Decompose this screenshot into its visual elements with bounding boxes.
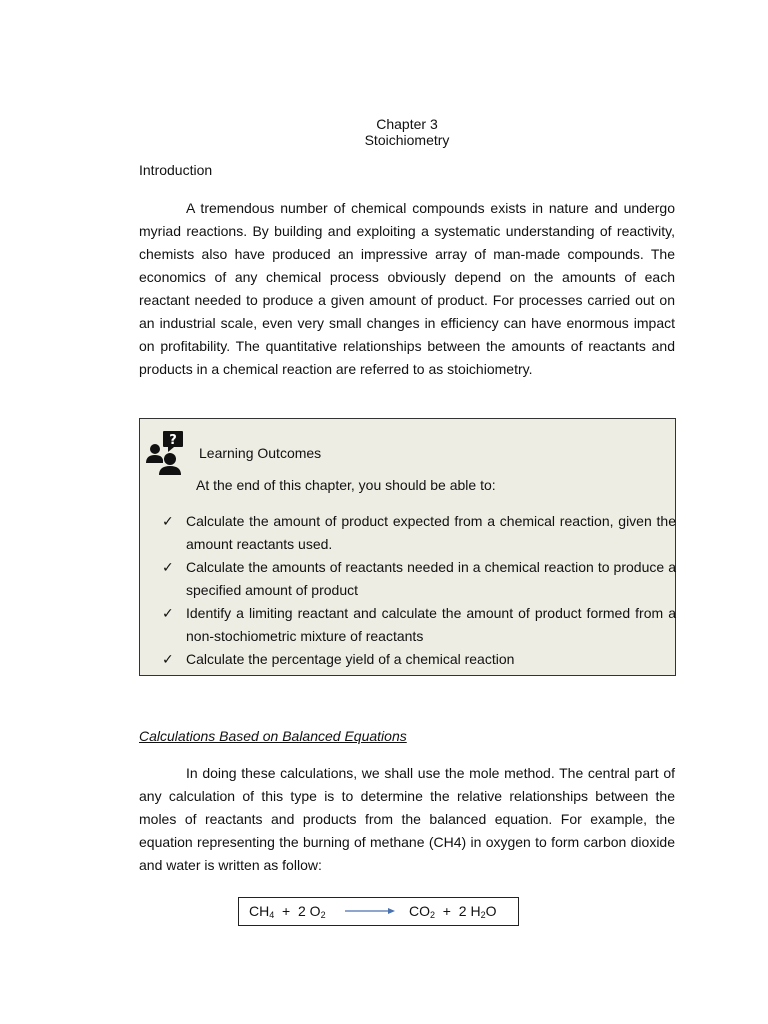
learning-outcomes-box: [139, 418, 676, 676]
learning-outcomes-title: Learning Outcomes: [199, 445, 322, 461]
product-water-tail: O: [485, 903, 497, 919]
learning-outcomes-list: [162, 510, 676, 671]
reactant-methane: CH: [249, 903, 270, 919]
reaction-arrow-icon: [345, 906, 395, 916]
list-item: [162, 510, 676, 556]
plus-sign: +: [442, 903, 451, 919]
checkmark-icon: ✓: [162, 651, 174, 667]
list-item: [162, 556, 676, 602]
reactant-oxygen: 2 O: [298, 903, 321, 919]
checkmark-icon: ✓: [162, 605, 174, 621]
subscript: 2: [430, 910, 436, 920]
checkmark-icon: ✓: [162, 513, 174, 529]
list-item-text: Calculate the percentage yield of a chemical reaction: [186, 651, 515, 667]
svg-text:?: ?: [169, 433, 177, 448]
list-item-text: Calculate the amount of product expected from a chemical reaction, given the amount reactants used.: [186, 513, 676, 552]
product-water: 2 H: [458, 903, 481, 919]
list-item-text: Identify a limiting reactant and calculate the amount of product formed from a non-stochiometric mixture of reactants: [186, 605, 676, 644]
learning-outcomes-intro: At the end of this chapter, you should be able to:: [196, 477, 496, 493]
plus-sign: +: [282, 903, 291, 919]
chemical-equation: [238, 897, 519, 926]
introduction-heading: Introduction: [139, 162, 213, 178]
calculations-paragraph: In doing these calculations, we shall use the mole method. The central part of any calculation of this type is to determine the relative relationships between the moles of reactants and products from the balanced equation. For example, the equation representing the burning of methane (CH4) in oxygen to form carbon dioxide and water is written as follow:: [139, 765, 675, 873]
list-item: [162, 602, 676, 648]
calculations-heading: Calculations Based on Balanced Equations: [139, 728, 407, 744]
subscript: 4: [269, 910, 275, 920]
list-item: [162, 648, 676, 671]
chapter-number: Chapter 3: [376, 116, 438, 132]
checkmark-icon: ✓: [162, 559, 174, 575]
equation-reactants: [249, 903, 326, 920]
subscript: 2: [480, 910, 486, 920]
people-question-icon: [146, 429, 184, 475]
list-item-text: Calculate the amounts of reactants needed in a chemical reaction to produce a specified amount of product: [186, 559, 676, 598]
subscript: 2: [320, 910, 326, 920]
introduction-paragraph: A tremendous number of chemical compounds exists in nature and undergo myriad reactions. By building and exploiting a systematic understanding of reactivity, chemists also have produced an impressive array of man-made compounds. The economics of any chemical process obviously depend on the amounts of each reactant needed to produce a given amount of product. For processes carried out on an industrial scale, even very small changes in efficiency can have enormous impact on profitability. The quantitative relationships between the amounts of reactants and products in a chemical reaction are referred to as stoichiometry.: [139, 200, 675, 377]
equation-products: [409, 903, 496, 920]
product-carbon-dioxide: CO: [409, 903, 430, 919]
chapter-title: Stoichiometry: [364, 132, 450, 148]
chapter-header: [139, 116, 675, 148]
